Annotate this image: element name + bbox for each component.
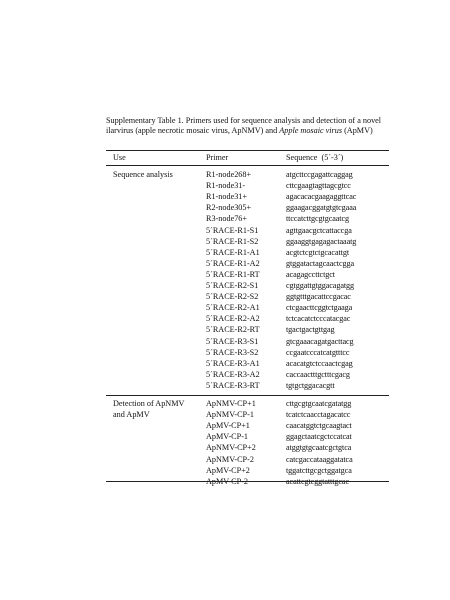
section-divider-rule: [106, 395, 389, 396]
primer-sequence: tggatcttgcgctggatgca: [286, 465, 352, 475]
primer-sequence: agttgaacgctcattaccga: [286, 225, 352, 235]
primer-sequence: cgtggattgtggacagatgg: [286, 281, 355, 290]
caption-italic-text: Apple mosaic virus: [279, 126, 343, 136]
table-bottom-rule: [106, 481, 389, 482]
primer-name: ApMV-CP+2: [206, 465, 250, 475]
caption-suffix: (ApMV): [342, 126, 373, 136]
primer-sequence: tgtgctggacacgtt: [286, 380, 335, 390]
primer-sequence: atggtgtgcaatcgctgtca: [286, 443, 352, 453]
primer-name: R2-node305+: [206, 203, 252, 213]
primer-sequence: acattcgtcggtatttgcac: [286, 476, 350, 486]
primer-sequence: cttcgaagtagttagcgtcc: [286, 181, 351, 191]
primer-name: ApNMV-CP+1: [206, 399, 256, 408]
primer-sequence: ggagctaatcgctccatcat: [286, 432, 352, 442]
primer-name: 5´RACE-R3-A2: [206, 369, 260, 379]
use-label: Detection of ApNMV: [113, 399, 185, 408]
primer-sequence: acacatgtctccaactcgag: [286, 358, 353, 368]
primer-sequence: tctcacatctcccatacgac: [286, 314, 351, 324]
primer-sequence: acgtctcgtctgcacattgt: [286, 247, 350, 257]
primer-name: 5´RACE-R3-A1: [206, 358, 260, 368]
primer-sequence: catcgaccataaggatatca: [286, 454, 353, 464]
primer-name: 5´RACE-R3-S1: [206, 336, 259, 346]
use-label: and ApMV: [113, 410, 150, 420]
primer-name: ApMV-CP-1: [206, 432, 249, 442]
primer-name: 5´RACE-R2-RT: [206, 325, 260, 335]
use-label: Sequence analysis: [113, 170, 173, 179]
table-header-rule: [106, 165, 389, 166]
primer-sequence: atgcttccgagattcaggag: [286, 170, 353, 179]
primer-sequence: caacatggtctgcaagtact: [286, 421, 352, 431]
primer-name: 5´RACE-R1-S1: [206, 225, 259, 235]
primer-name: 5´RACE-R1-RT: [206, 269, 260, 279]
header-sequence: Sequence (5´-3´): [286, 153, 344, 162]
primer-sequence: ctcgaacttcggtctgaaga: [286, 303, 353, 313]
primer-sequence: ggaaggtgagagactaaatg: [286, 236, 357, 246]
primer-name: 5´RACE-R2-S1: [206, 281, 259, 290]
primer-sequence: tcatctcaacctagacatcc: [286, 410, 351, 420]
primer-name: 5´RACE-R2-A1: [206, 303, 260, 313]
primer-sequence: agacacacgaagaggttcac: [286, 192, 357, 202]
primer-sequence: acagagccttctgct: [286, 269, 335, 279]
primer-name: 5´RACE-R1-A2: [206, 258, 260, 268]
primer-name: 5´RACE-R1-S2: [206, 236, 259, 246]
primer-sequence: gtcgaaacagatgacttacg: [286, 336, 354, 346]
primer-sequence: caccaactttgctttcgacg: [286, 369, 350, 379]
primer-name: R1-node268+: [206, 170, 252, 179]
primer-sequence: ggtgtttgacattccgacac: [286, 292, 351, 302]
primer-sequence: ttccatcttgcgtgcaatcg: [286, 214, 350, 224]
primer-name: R1-node31+: [206, 192, 248, 202]
primer-name: ApNMV-CP+2: [206, 443, 256, 453]
header-primer: Primer: [206, 153, 229, 162]
caption-text: Supplementary Table 1. Primers used for sequence analysis and detection of a novel ilarvirus (apple necrotic mosaic virus, ApNMV) and: [106, 116, 382, 136]
header-use: Use: [113, 153, 126, 162]
primer-name: 5´RACE-R3-RT: [206, 380, 260, 390]
table-caption: [106, 116, 396, 137]
primer-sequence: ccgaatcccatcatgtttcc: [286, 347, 350, 357]
primer-name: ApNMV-CP-2: [206, 454, 254, 464]
primer-name: R3-node76+: [206, 214, 248, 224]
primer-name: 5´RACE-R2-S2: [206, 292, 259, 302]
primer-name: ApMV-CP+1: [206, 421, 250, 431]
primer-name: 5´RACE-R3-S2: [206, 347, 259, 357]
primer-sequence: cttgcgtgcaatcgatatgg: [286, 399, 352, 408]
primer-name: R1-node31-: [206, 181, 246, 191]
primer-sequence: tgactgactgttgag: [286, 325, 335, 335]
primer-sequence: gtggatactagcaactcgga: [286, 258, 355, 268]
primer-name: 5´RACE-R2-A2: [206, 314, 260, 324]
primer-name: ApMV-CP-2: [206, 476, 249, 486]
table-top-rule: [106, 150, 389, 151]
primer-name: ApNMV-CP-1: [206, 410, 254, 420]
primer-name: 5´RACE-R1-A1: [206, 247, 260, 257]
primer-sequence: ggaagacggatgtgtcgaaa: [286, 203, 357, 213]
